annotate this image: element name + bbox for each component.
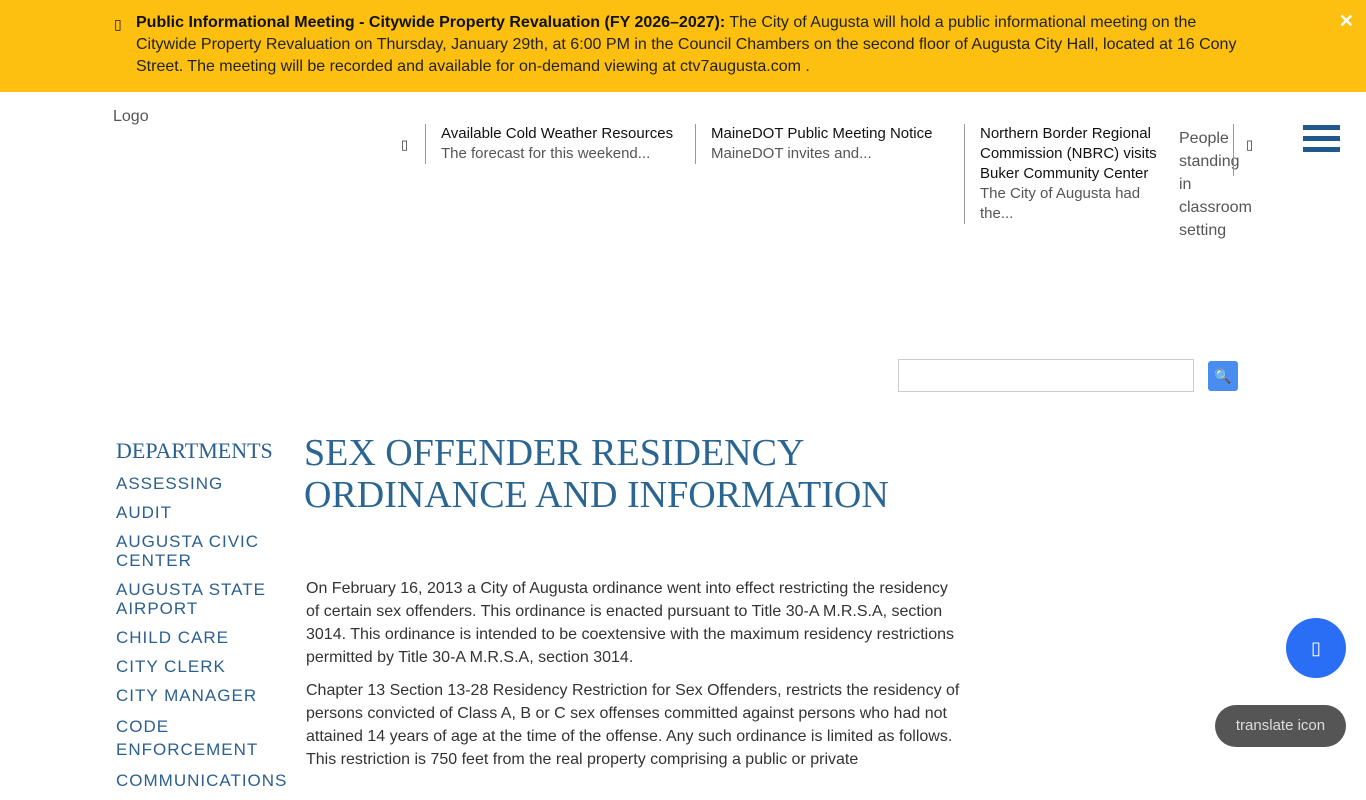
sidebar-heading: DEPARTMENTS [116, 438, 273, 463]
sidebar-item-city-manager[interactable]: CITY MANAGER [116, 686, 258, 705]
translate-button[interactable]: translate icon [1215, 705, 1346, 747]
news-desc: MaineDOT invites and... [711, 145, 872, 162]
sidebar-item-child-care[interactable]: CHILD CARE [116, 628, 229, 647]
alert-banner [0, 0, 1366, 92]
news-title[interactable]: MaineDOT Public Meeting Notice [711, 125, 933, 142]
page-content [306, 577, 961, 781]
news-desc: The forecast for this weekend... [441, 145, 651, 162]
bell-icon: ▯ [114, 16, 122, 32]
close-alert-button[interactable]: ✕ [1338, 11, 1354, 31]
news-desc: The City of Augusta had the... [980, 185, 1141, 222]
sidebar-item-communications[interactable]: COMMUNICATIONS [116, 771, 288, 790]
sidebar-item-airport[interactable]: AUGUSTA STATE AIRPORT [116, 580, 266, 618]
alert-body: The City of Augusta will hold a public informational meeting on the Citywide Property Revaluation on Thursday, January 29th, at 6:00 PM in the Council Chambers on the second floor of Augusta City Hall, located at 16 Cony Street. The meeting will be recorded and available for on-demand viewing at ctv7augusta.com . [136, 14, 1237, 75]
search-button[interactable]: 🔍 [1208, 361, 1238, 391]
news-title[interactable]: Northern Border Regional Commission (NBRC) visits Buker Community Center [980, 125, 1157, 182]
news-item[interactable] [964, 124, 1164, 224]
chat-icon: ▯ [1311, 638, 1321, 658]
news-image: People standing in classroom setting [1179, 130, 1252, 239]
news-title[interactable]: Available Cold Weather Resources [441, 125, 674, 142]
carousel-prev-icon[interactable]: ▯ [401, 137, 409, 152]
logo[interactable]: Logo [113, 108, 149, 125]
page-title: SEX OFFENDER RESIDENCY ORDINANCE AND INFORMATION [304, 432, 889, 516]
paragraph: On February 16, 2013 a City of Augusta ordinance went into effect restricting the residency of certain sex offenders. This ordinance is enacted pursuant to Title 30-A M.R.S.A, section 3014. This ordinance is intended to be coextensive with the maximum residency restrictions permitted by Title 30-A M.R.S.A, section 3014. [306, 580, 955, 666]
chat-button[interactable] [1286, 618, 1346, 678]
sidebar-item-civic-center[interactable]: AUGUSTA CIVIC CENTER [116, 532, 260, 570]
paragraph: Chapter 13 Section 13-28 Residency Restriction for Sex Offenders, restricts the residency of persons convicted of Class A, B or C sex offenses committed against persons who had not attained 14 years of age at the time of the offense. Any such ordinance is limited as follows. This restriction is 750 feet from the real property comprising a public or private [306, 682, 960, 768]
carousel-next-icon[interactable]: ▯ [1246, 137, 1254, 152]
search-input[interactable] [898, 359, 1194, 392]
sidebar-item-assessing[interactable]: ASSESSING [116, 474, 224, 493]
news-item[interactable] [695, 124, 955, 164]
sidebar [116, 438, 286, 800]
sidebar-item-code-enforcement[interactable]: CODE ENFORCEMENT [116, 717, 259, 759]
alert-title: Public Informational Meeting - Citywide Property Revaluation (FY 2026–2027): [136, 14, 726, 31]
menu-icon[interactable] [1303, 125, 1340, 158]
divider [1233, 124, 1234, 176]
news-item[interactable] [425, 124, 685, 164]
sidebar-item-audit[interactable]: AUDIT [116, 503, 172, 522]
sidebar-item-city-clerk[interactable]: CITY CLERK [116, 657, 226, 676]
